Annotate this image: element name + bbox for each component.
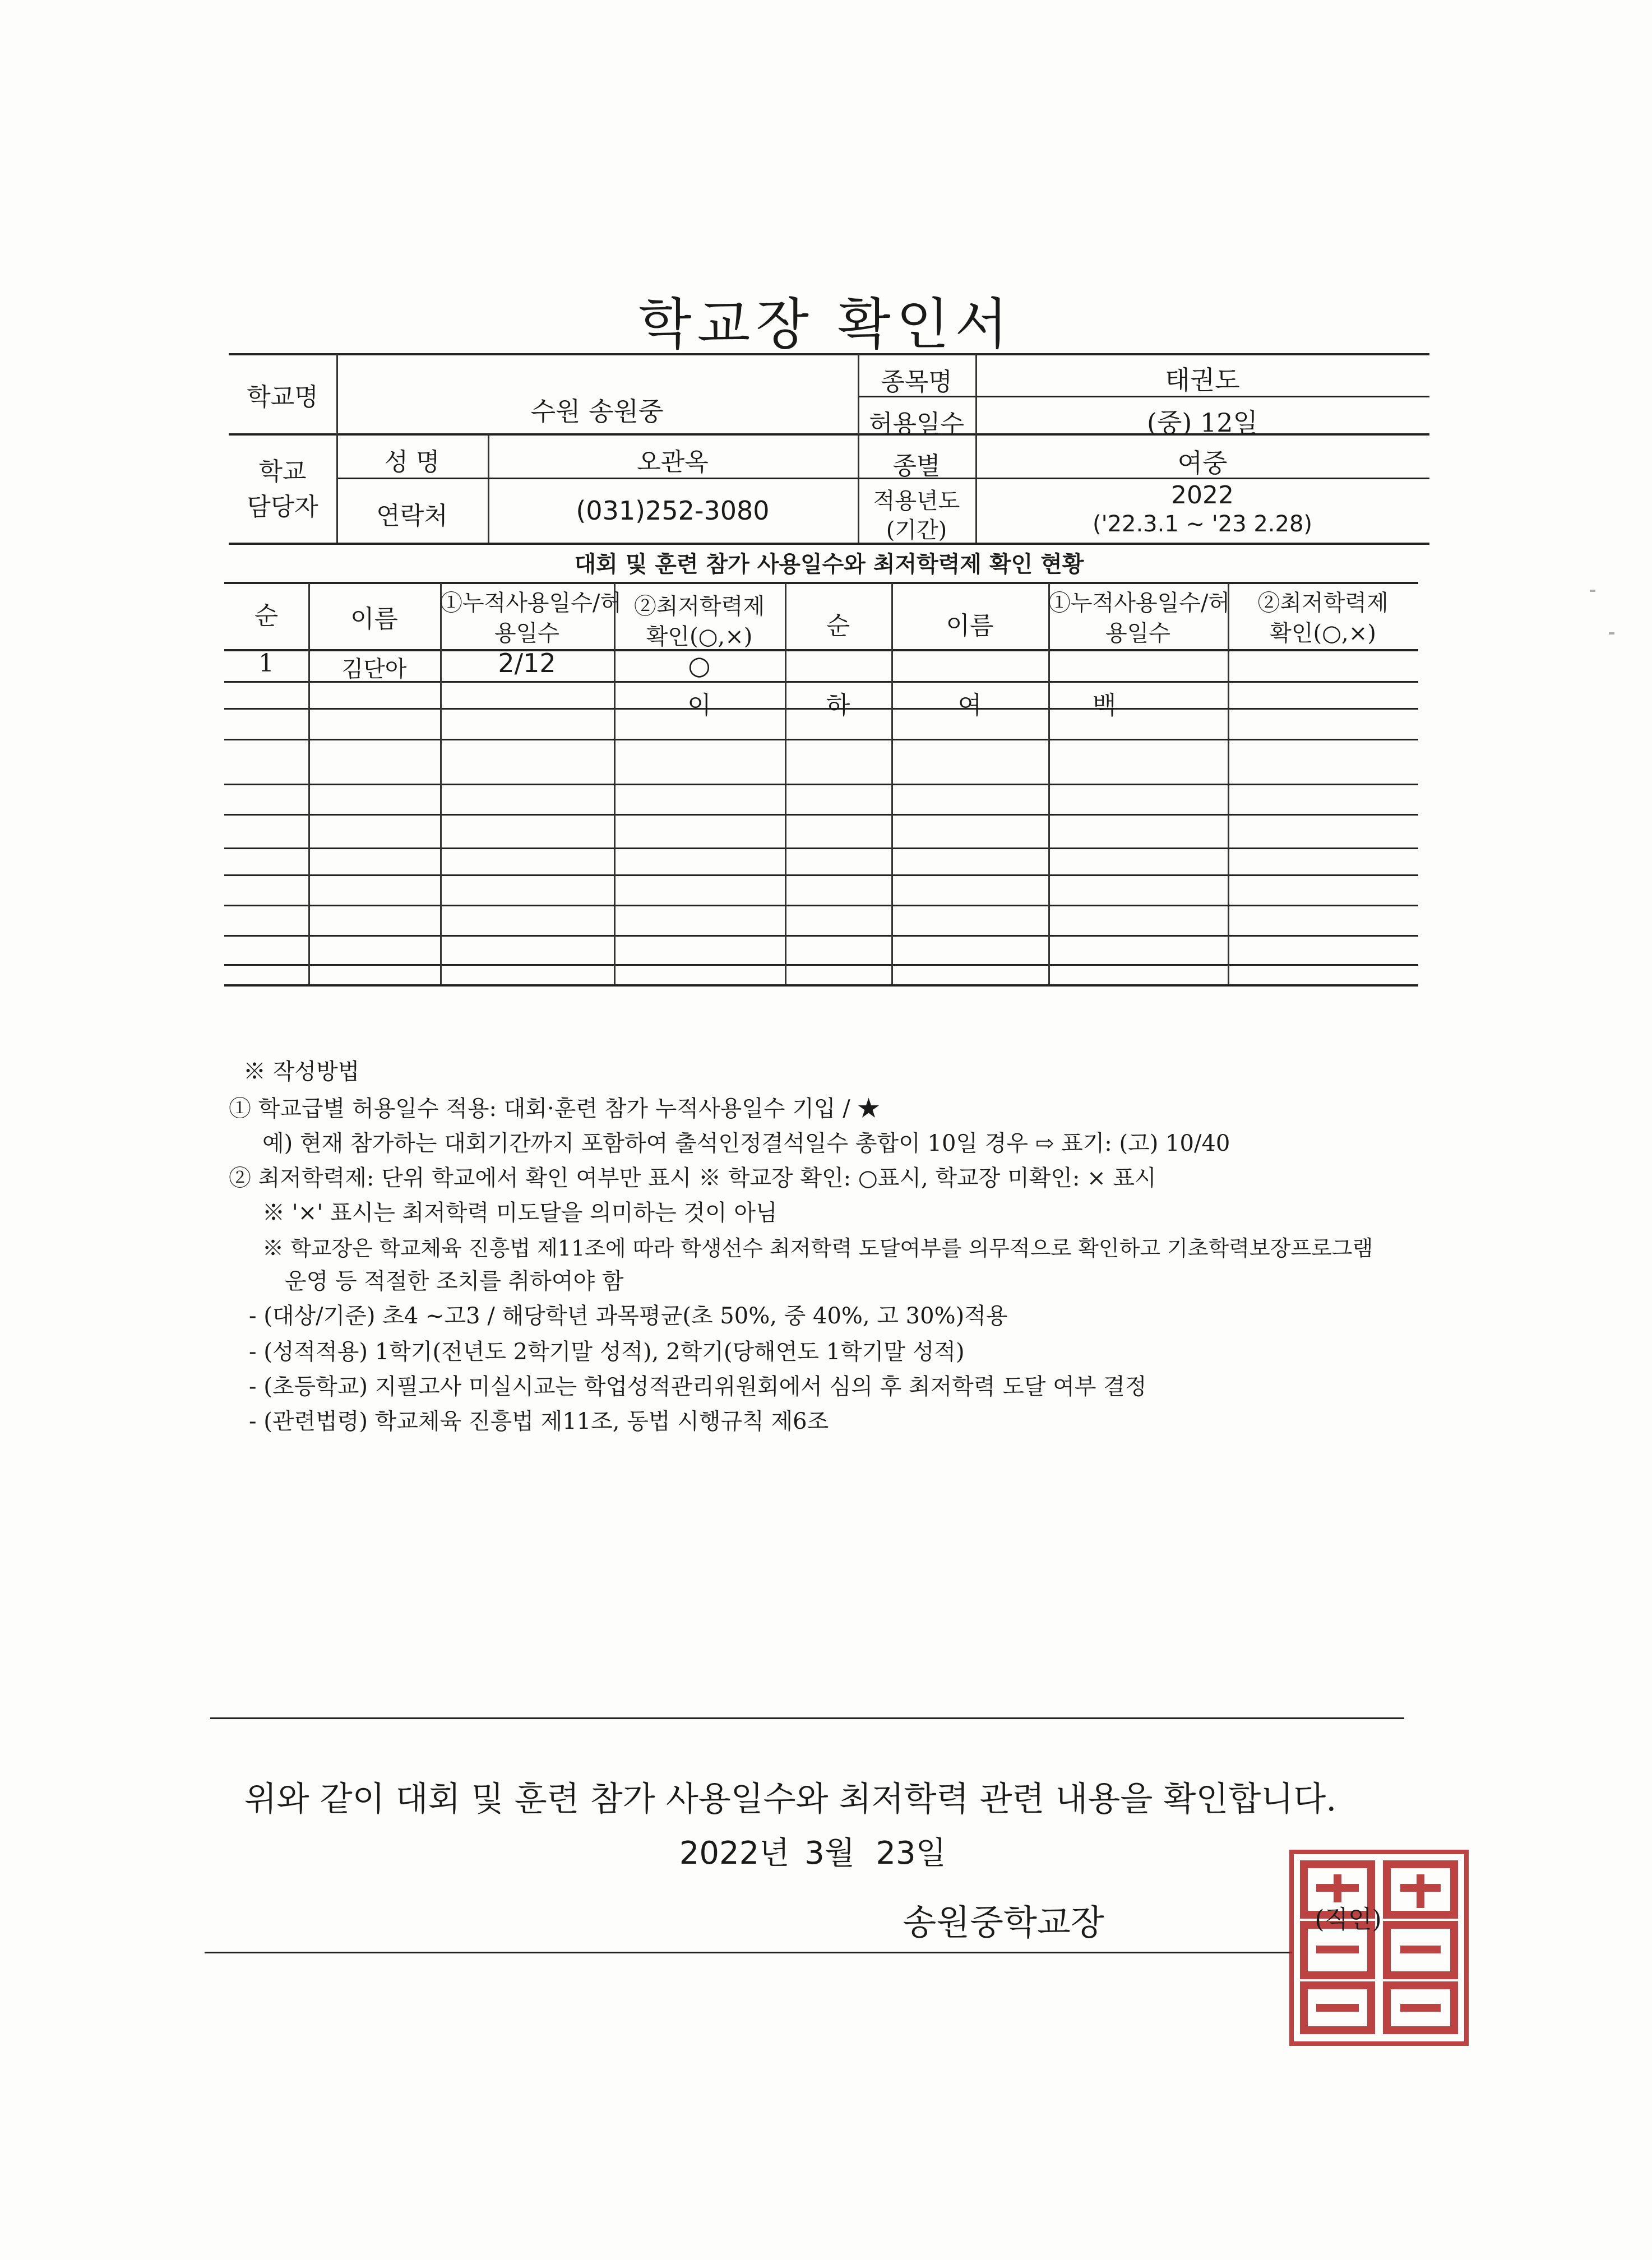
header-days-1: ①누적사용일수/허 [440, 590, 622, 616]
header-days2-2: 용일수 [1105, 620, 1170, 646]
row1-name: 김단아 [341, 656, 407, 682]
seal-label: (직인) [1315, 1905, 1382, 1934]
signer: 송원중학교장 [903, 1902, 1104, 1943]
school-value: 수원 송원중 [530, 396, 664, 427]
row1-days: 2/12 [498, 648, 556, 678]
header-check-1: ②최저학력제 [633, 594, 765, 619]
scan-mark [1609, 632, 1614, 635]
note-line-10: - (관련법령) 학교체육 진흥법 제11조, 동법 시행규칙 제6조 [249, 1409, 829, 1434]
note-line-1: ① 학교급별 허용일수 적용: 대회·훈련 참가 누적사용일수 기입 / ★ [229, 1096, 880, 1122]
row1-no: 1 [258, 649, 274, 678]
status-title: 대회 및 훈련 참가 사용일수와 최저학력제 확인 현황 [574, 552, 1084, 577]
category-value: 여중 [1177, 448, 1228, 478]
name-label: 성 명 [384, 448, 440, 476]
year-label-2: (기간) [886, 517, 947, 543]
allowed-days-value: (중) 12일 [1147, 407, 1258, 438]
note-line-4: ※ '×' 표시는 최저학력 미도달을 의미하는 것이 아님 [262, 1200, 778, 1226]
year-label-1: 적용년도 [873, 488, 960, 514]
header-no-2: 순 [826, 612, 850, 640]
event-label: 종목명 [881, 368, 952, 396]
header-check-2: 확인(○,×) [646, 624, 753, 650]
seal-pattern-icon [1294, 1854, 1464, 2041]
blank-marker-2: 하 [826, 691, 850, 720]
row1-check: ○ [688, 650, 711, 680]
contact-label: 연락처 [376, 502, 448, 530]
blank-marker-1: 이 [687, 691, 711, 720]
contact-value: (031)252-3080 [576, 495, 770, 526]
blank-marker-3: 여 [957, 691, 982, 720]
header-days2-1: ①누적사용일수/허 [1048, 590, 1230, 616]
official-seal [1289, 1850, 1469, 2046]
header-name-2: 이름 [946, 612, 994, 640]
note-line-8: - (성적적용) 1학기(전년도 2학기말 성적), 2학기(당해연도 1학기말 성적) [249, 1339, 965, 1365]
date-year: 2022년 [679, 1835, 790, 1872]
blank-marker-4: 백 [1092, 691, 1117, 720]
manager-label-1: 학교 [258, 457, 307, 486]
header-no: 순 [254, 601, 279, 630]
name-value: 오관옥 [637, 448, 709, 476]
header-check2-2: 확인(○,×) [1270, 620, 1376, 646]
scan-mark [1590, 590, 1595, 592]
year-value: 2022 [1171, 481, 1234, 510]
note-line-3: ② 최저학력제: 단위 학교에서 확인 여부만 표시 ※ 학교장 확인: ○표시, 학교장 미확인: × 표시 [229, 1165, 1156, 1191]
note-line-9: - (초등학교) 지필고사 미실시교는 학업성적관리위원회에서 심의 후 최저학력 도달 여부 결정 [249, 1374, 1147, 1400]
event-value: 태권도 [1165, 365, 1240, 395]
allowed-days-label: 허용일수 [868, 410, 964, 438]
note-line-7: - (대상/기준) 초4 ~고3 / 해당학년 과목평균(초 50%, 중 40%, 고 30%)적용 [249, 1303, 1008, 1329]
header-check2-1: ②최저학력제 [1257, 590, 1389, 616]
page-title: 학교장 확인서 [638, 293, 1014, 356]
manager-label-2: 담당자 [247, 493, 318, 521]
notes-heading: ※ 작성방법 [243, 1059, 360, 1085]
school-label: 학교명 [247, 383, 318, 411]
divider-bottom [205, 1952, 1292, 1953]
date-day: 23일 [876, 1835, 946, 1872]
date-month: 3월 [804, 1835, 855, 1872]
header-days-2: 용일수 [494, 620, 559, 646]
confirm-text: 위와 같이 대회 및 훈련 참가 사용일수와 최저학력 관련 내용을 확인합니다. [244, 1780, 1337, 1819]
divider-top [210, 1717, 1404, 1719]
category-label: 종별 [892, 452, 941, 480]
note-line-2: 예) 현재 참가하는 대회기간까지 포함하여 출석인정결석일수 총합이 10일 경우 ⇨ 표기: (고) 10/40 [262, 1131, 1230, 1156]
header-name: 이름 [350, 605, 398, 633]
note-line-6: 운영 등 적절한 조치를 취하여야 함 [285, 1268, 624, 1294]
period-value: ('22.3.1 ~ '23 2.28) [1092, 511, 1313, 537]
note-line-5: ※ 학교장은 학교체육 진흥법 제11조에 따라 학생선수 최저학력 도달여부를 의무적으로 확인하고 기초학력보장프로그램 [262, 1236, 1373, 1261]
